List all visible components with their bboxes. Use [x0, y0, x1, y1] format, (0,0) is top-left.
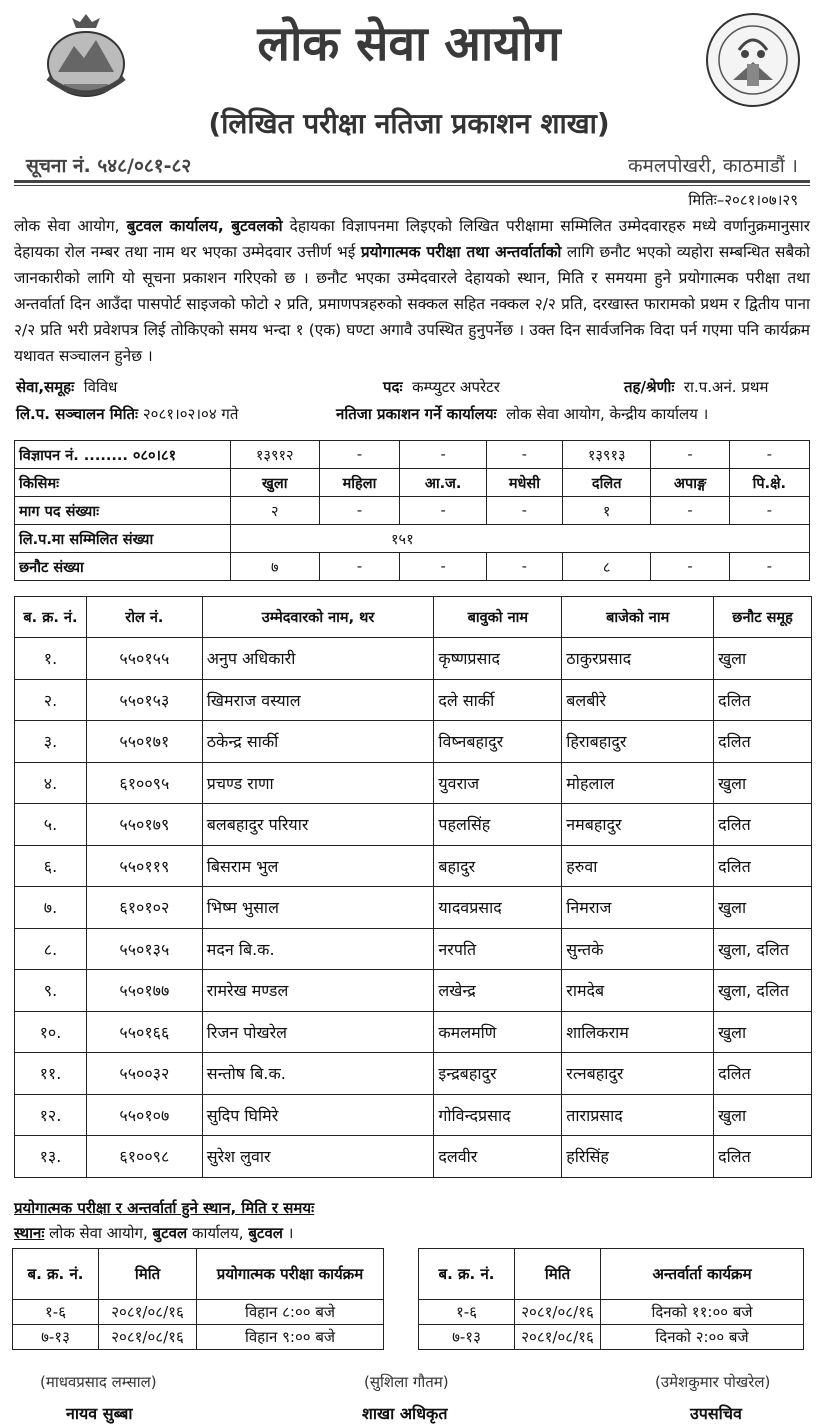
- interview-schedule-header-cell: अन्तर्वार्ता कार्यक्रम: [601, 1249, 804, 1300]
- notice-number: सूचना नं. ५४८/०८१-८२: [26, 155, 192, 177]
- result-cell: रामरेख मण्डल: [202, 970, 434, 1012]
- intro-text: लागि छनौट भएको व्यहोरा सम्बन्धित सबैको जानकारीको लागि यो सूचना प्रकाशन गरिएको छ । छनौट भएका उम्मेदवारले देहायको स्थान, मिति र समयमा हुने प्रयोगात्मक परीक्षा तथा अन्तर्वार्ता दिन आउँदा पासपोर्ट साइजको फोटो २ प्रति, प्रमाणपत्रहरुको सक्कल सहित नक्कल २/२ प्रति, दरखास्त फारामको प्रथम र द्वितीय पाना २/२ प्रति भरी प्रवेशपत्र लिई तोकिएको समय भन्दा १ (एक) घण्टा अगावै उपस्थित हुनुपर्नेछ । उक्त दिन सार्वजनिक विदा पर्न गएमा पनि कार्यक्रम यथावत सञ्चालन हुनेछ ।: [14, 243, 810, 365]
- selected-cell: ८: [562, 553, 651, 581]
- result-cell: रामदेब: [562, 970, 714, 1012]
- signatory-3-name: (उमेशकुमार पोखरेल): [655, 1373, 771, 1391]
- interview-schedule-row: [419, 1300, 804, 1325]
- result-cell: गोविन्दप्रसाद: [434, 1094, 562, 1136]
- exam-schedule-header: [13, 1249, 384, 1300]
- ad-cell: -: [729, 441, 809, 469]
- intro-paragraph: [14, 213, 810, 369]
- results-header-cell: बाजेको नाम: [562, 597, 714, 638]
- result-row: [15, 1094, 812, 1136]
- result-cell: ५५००३२: [86, 1053, 202, 1095]
- results-header-cell: उम्मेदवारको नाम, थर: [202, 597, 434, 638]
- signatory-2-name: (सुशिला गौतम): [364, 1373, 449, 1391]
- result-cell: बलबहादुर परियार: [202, 804, 434, 846]
- type-cell: पि.क्षे.: [729, 469, 809, 497]
- posts-cell: -: [729, 497, 809, 525]
- result-cell: ठाकुरप्रसाद: [562, 638, 714, 680]
- result-cell: खुला, दलित: [714, 970, 812, 1012]
- result-cell: मदन बि.क.: [202, 928, 434, 970]
- result-cell: ५.: [15, 804, 87, 846]
- result-cell: १०.: [15, 1011, 87, 1053]
- post-value: कम्प्युटर अपरेटर: [412, 378, 500, 396]
- result-cell: हरिसिंह: [562, 1136, 714, 1178]
- result-cell: कृष्णप्रसाद: [434, 638, 562, 680]
- signatory-2-title: शाखा अधिकृत: [362, 1404, 448, 1423]
- result-cell: युवराज: [434, 762, 562, 804]
- result-cell: रत्नबहादुर: [562, 1053, 714, 1095]
- result-cell: १२.: [15, 1094, 87, 1136]
- result-cell: निमराज: [562, 887, 714, 929]
- type-cell: मधेसी: [486, 469, 562, 497]
- interview-schedule-table: [418, 1248, 804, 1350]
- result-row: [15, 887, 812, 929]
- signatory-1-name: (माधवप्रसाद लम्साल): [40, 1373, 157, 1391]
- type-cell: महिला: [319, 469, 400, 497]
- result-row: [15, 928, 812, 970]
- ad-cell: १३९१३: [562, 441, 651, 469]
- result-cell: ८.: [15, 928, 87, 970]
- venue-heading: प्रयोगात्मक परीक्षा र अन्तर्वार्ता हुने स्थान, मिति र समयः: [14, 1199, 315, 1217]
- interview-schedule-body: [419, 1300, 804, 1350]
- result-cell: खुला: [714, 887, 812, 929]
- posts-cell: -: [400, 497, 486, 525]
- result-cell: १३.: [15, 1136, 87, 1178]
- posts-cell: २: [231, 497, 320, 525]
- office-info: [336, 404, 708, 424]
- selected-row: [15, 553, 810, 581]
- type-row: [15, 469, 810, 497]
- result-cell: ६१०१०२: [86, 887, 202, 929]
- page-subtitle: (लिखित परीक्षा नतिजा प्रकाशन शाखा): [208, 107, 610, 140]
- result-row: [15, 1011, 812, 1053]
- intro-bold-exam: प्रयोगात्मक परीक्षा तथा अन्तर्वार्ताको: [360, 243, 562, 261]
- result-cell: यादवप्रसाद: [434, 887, 562, 929]
- interview-schedule-header: [419, 1249, 804, 1300]
- result-cell: खुला: [714, 1094, 812, 1136]
- result-cell: सन्तोष बि.क.: [202, 1053, 434, 1095]
- result-row: [15, 721, 812, 763]
- participants-value: १५१: [231, 525, 810, 553]
- result-cell: दलित: [714, 679, 812, 721]
- result-cell: प्रचण्ड राणा: [202, 762, 434, 804]
- posts-cell: -: [319, 497, 400, 525]
- results-body: [15, 638, 812, 1178]
- notice-date: मितिः–२०८१।०७।२९: [688, 191, 798, 209]
- exam-schedule-cell: ७-१३: [13, 1325, 99, 1350]
- office-label: नतिजा प्रकाशन गर्ने कार्यालयः: [336, 405, 497, 423]
- result-cell: सुन्तके: [562, 928, 714, 970]
- result-cell: अनुप अधिकारी: [202, 638, 434, 680]
- result-cell: कमलमणि: [434, 1011, 562, 1053]
- result-cell: ५५०१३५: [86, 928, 202, 970]
- result-cell: ६.: [15, 845, 87, 887]
- interview-schedule-header-cell: मिति: [515, 1249, 601, 1300]
- ad-row: [15, 441, 810, 469]
- result-cell: हरुवा: [562, 845, 714, 887]
- post-label: पदः: [383, 378, 403, 396]
- result-cell: ५५०१७९: [86, 804, 202, 846]
- ad-cell: -: [319, 441, 400, 469]
- ad-cell: -: [486, 441, 562, 469]
- results-header-row: [15, 597, 812, 638]
- result-cell: ५५०१०७: [86, 1094, 202, 1136]
- result-cell: ४.: [15, 762, 87, 804]
- header-divider: [14, 180, 810, 183]
- result-cell: दलित: [714, 1053, 812, 1095]
- page-title: लोक सेवा आयोग: [257, 16, 561, 72]
- result-row: [15, 1053, 812, 1095]
- result-cell: ११.: [15, 1053, 87, 1095]
- result-cell: मोहलाल: [562, 762, 714, 804]
- venue-bold: बुटवल: [152, 1224, 188, 1242]
- result-row: [15, 762, 812, 804]
- signatory-1-title: नायव सुब्बा: [66, 1404, 133, 1423]
- header-divider-thin: [14, 185, 810, 186]
- results-header-cell: रोल नं.: [86, 597, 202, 638]
- venue-text: कार्यालय,: [187, 1224, 249, 1242]
- results-header-cell: छनौट समूह: [714, 597, 812, 638]
- selected-cell: -: [319, 553, 400, 581]
- selected-cell: -: [651, 553, 729, 581]
- result-cell: दलित: [714, 804, 812, 846]
- venue-bold: बुटवल: [248, 1224, 283, 1242]
- results-header-cell: बावुको नाम: [434, 597, 562, 638]
- result-cell: हिराबहादुर: [562, 721, 714, 763]
- result-cell: ३.: [15, 721, 87, 763]
- exam-date-label: लि.प. सञ्चालन मितिः: [16, 405, 139, 423]
- exam-schedule-cell: १-६: [13, 1300, 99, 1325]
- result-cell: खिमराज वस्याल: [202, 679, 434, 721]
- result-cell: २.: [15, 679, 87, 721]
- selected-cell: -: [400, 553, 486, 581]
- ad-cell: -: [651, 441, 729, 469]
- result-cell: ६१००९५: [86, 762, 202, 804]
- level-value: रा.प.अनं. प्रथम: [683, 378, 769, 396]
- type-cell: दलित: [562, 469, 651, 497]
- participants-row: [15, 525, 810, 553]
- level-label: तह/श्रेणीः: [624, 378, 675, 396]
- results-header-cell: ब. क्र. नं.: [15, 597, 87, 638]
- interview-schedule-row: [419, 1325, 804, 1350]
- result-cell: दलित: [714, 1136, 812, 1178]
- result-cell: ठकेन्द्र सार्की: [202, 721, 434, 763]
- venue-text: ।: [282, 1224, 294, 1242]
- result-cell: दलित: [714, 721, 812, 763]
- selected-cell: -: [486, 553, 562, 581]
- service-value: विविध: [83, 378, 118, 396]
- interview-schedule-cell: २०८१/०८/१६: [515, 1300, 601, 1325]
- type-label: किसिमः: [15, 469, 231, 497]
- interview-schedule-cell: १-६: [419, 1300, 515, 1325]
- ad-cell: -: [400, 441, 486, 469]
- result-cell: ५५०१५३: [86, 679, 202, 721]
- selected-label: छनौट संख्या: [15, 553, 231, 581]
- result-cell: दलित: [714, 845, 812, 887]
- result-cell: दलवीर: [434, 1136, 562, 1178]
- type-cell: आ.ज.: [400, 469, 486, 497]
- advertisement-table: [14, 440, 810, 581]
- result-cell: दले सार्की: [434, 679, 562, 721]
- result-cell: ५५०१७७: [86, 970, 202, 1012]
- result-cell: खुला: [714, 1011, 812, 1053]
- exam-date-info: [16, 404, 238, 424]
- exam-schedule-header-cell: प्रयोगात्मक परीक्षा कार्यक्रम: [197, 1249, 384, 1300]
- service-info: [16, 377, 117, 397]
- type-cell: अपाङ्ग: [651, 469, 729, 497]
- result-row: [15, 1136, 812, 1178]
- exam-schedule-header-cell: मिति: [99, 1249, 197, 1300]
- result-cell: ५५०११९: [86, 845, 202, 887]
- participants-label: लि.प.मा सम्मिलित संख्या: [15, 525, 231, 553]
- location-text: कमलपोखरी, काठमाडौं ।: [627, 155, 798, 177]
- result-row: [15, 970, 812, 1012]
- exam-schedule-header-cell: ब. क्र. नं.: [13, 1249, 99, 1300]
- result-row: [15, 638, 812, 680]
- result-row: [15, 804, 812, 846]
- service-label: सेवा,समूहः: [16, 378, 75, 396]
- intro-text: देहायका विज्ञापनमा लिइएको लिखित परीक्षामा सम्मिलित उम्मेदवारहरु मध्ये वर्णानुक्रमानुसार देहायका रोल नम्बर तथा नाम थर भएका उम्मेदवार उत्तीर्ण भई: [14, 217, 810, 261]
- exam-schedule-cell: २०८१/०८/१६: [99, 1300, 197, 1325]
- posts-cell: १: [562, 497, 651, 525]
- posts-label: माग पद संख्याः: [15, 497, 231, 525]
- office-value: लोक सेवा आयोग, केन्द्रीय कार्यालय ।: [506, 405, 709, 423]
- result-row: [15, 679, 812, 721]
- result-cell: बलबीरे: [562, 679, 714, 721]
- exam-schedule-cell: २०८१/०८/१६: [99, 1325, 197, 1350]
- result-cell: ताराप्रसाद: [562, 1094, 714, 1136]
- exam-schedule-cell: विहान ९:०० बजे: [197, 1325, 384, 1350]
- result-cell: पहलसिंह: [434, 804, 562, 846]
- result-cell: ५५०१७१: [86, 721, 202, 763]
- result-cell: बहादुर: [434, 845, 562, 887]
- result-cell: इन्द्रबहादुर: [434, 1053, 562, 1095]
- posts-cell: -: [486, 497, 562, 525]
- type-cell: खुला: [231, 469, 320, 497]
- result-cell: भिष्म भुसाल: [202, 887, 434, 929]
- result-cell: १.: [15, 638, 87, 680]
- result-cell: नमबहादुर: [562, 804, 714, 846]
- ad-label: विज्ञापन नं. ........ ०८०।८१: [15, 441, 231, 469]
- result-cell: ९.: [15, 970, 87, 1012]
- exam-schedule-row: [13, 1300, 384, 1325]
- result-cell: ७.: [15, 887, 87, 929]
- interview-schedule-cell: दिनको २:०० बजे: [601, 1325, 804, 1350]
- post-info: [383, 377, 500, 397]
- exam-date-value: २०८१।०२।०४ गते: [142, 405, 239, 423]
- result-cell: खुला: [714, 638, 812, 680]
- level-info: [624, 377, 768, 397]
- intro-text: लोक सेवा आयोग,: [14, 217, 127, 235]
- result-cell: लखेन्द्र: [434, 970, 562, 1012]
- result-cell: ५५०१६६: [86, 1011, 202, 1053]
- result-cell: खुला: [714, 762, 812, 804]
- posts-cell: -: [651, 497, 729, 525]
- result-cell: खुला, दलित: [714, 928, 812, 970]
- venue-line: [14, 1223, 293, 1243]
- result-cell: सुरेश लुवार: [202, 1136, 434, 1178]
- selected-cell: ७: [231, 553, 320, 581]
- venue-text: लोक सेवा आयोग,: [44, 1224, 153, 1242]
- exam-schedule-body: [13, 1300, 384, 1350]
- practical-exam-schedule-table: [12, 1248, 384, 1350]
- signatory-3-title: उपसचिव: [690, 1404, 742, 1423]
- result-cell: ५५०१५५: [86, 638, 202, 680]
- interview-schedule-header-cell: ब. क्र. नं.: [419, 1249, 515, 1300]
- result-cell: रिजन पोखरेल: [202, 1011, 434, 1053]
- result-cell: ६१००९८: [86, 1136, 202, 1178]
- exam-schedule-cell: विहान ८:०० बजे: [197, 1300, 384, 1325]
- result-cell: विष्नबहादुर: [434, 721, 562, 763]
- interview-schedule-cell: दिनको ११:०० बजे: [601, 1300, 804, 1325]
- venue-label: स्थानः: [14, 1224, 45, 1242]
- interview-schedule-cell: २०८१/०८/१६: [515, 1325, 601, 1350]
- result-row: [15, 845, 812, 887]
- result-cell: शालिकराम: [562, 1011, 714, 1053]
- posts-row: [15, 497, 810, 525]
- result-cell: सुदिप घिमिरे: [202, 1094, 434, 1136]
- results-table: [14, 596, 812, 1178]
- interview-schedule-cell: ७-१३: [419, 1325, 515, 1350]
- exam-schedule-row: [13, 1325, 384, 1350]
- result-cell: नरपति: [434, 928, 562, 970]
- ad-cell: १३९१२: [231, 441, 320, 469]
- selected-cell: -: [729, 553, 809, 581]
- result-cell: बिसराम भुल: [202, 845, 434, 887]
- intro-bold-office: बुटवल कार्यालय, बुटवलको: [126, 217, 283, 235]
